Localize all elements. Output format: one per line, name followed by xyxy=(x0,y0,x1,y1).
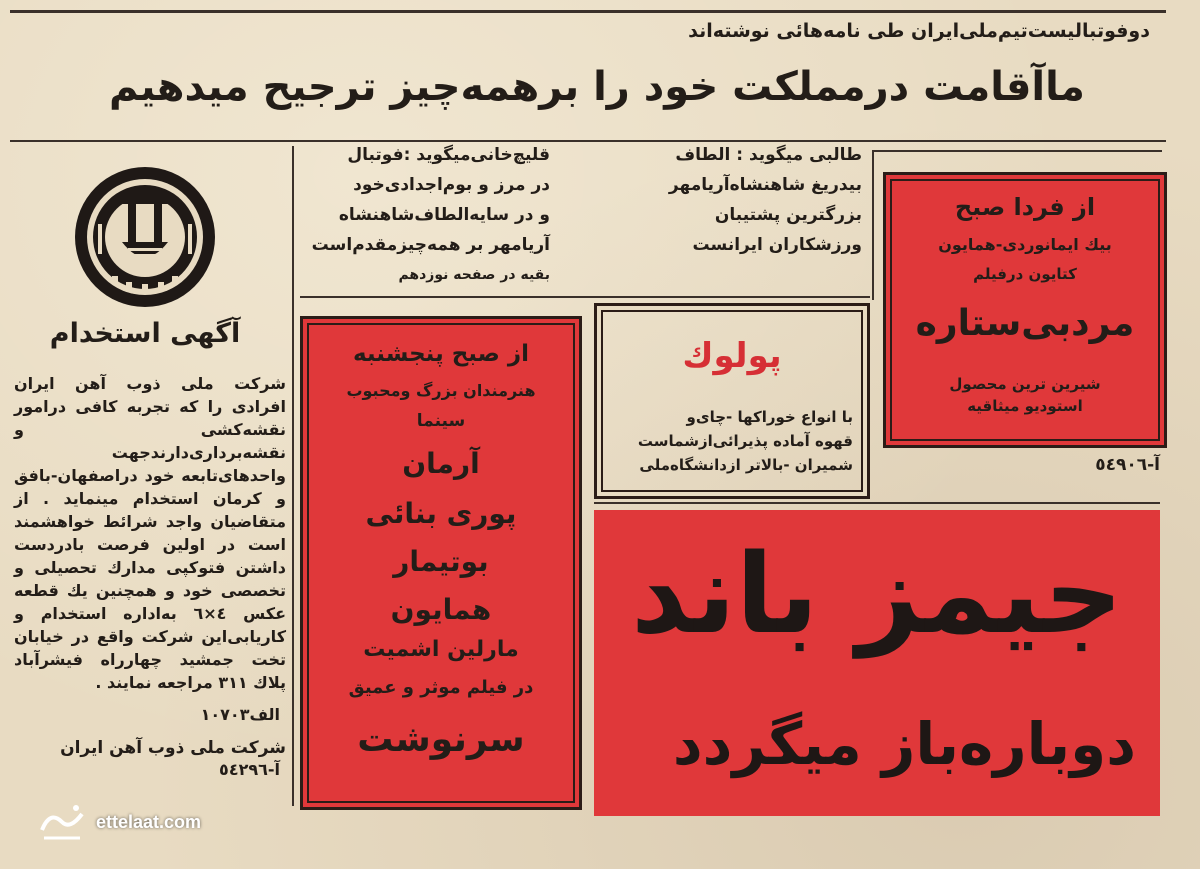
ad2-film-title: سرنوشت xyxy=(357,719,525,760)
bond-top-rule xyxy=(594,502,1160,504)
ettelaat-logo-icon xyxy=(36,800,90,844)
middle-rule xyxy=(300,296,870,298)
pollock-ad xyxy=(594,303,870,499)
pollock-line: با انواع خوراکها -چای‌و xyxy=(686,408,853,426)
employment-company: شرکت ملی ذوب آهن ایران xyxy=(60,738,286,758)
watermark-site: ettelaat.com xyxy=(96,812,202,832)
left-column-rule xyxy=(292,146,294,806)
main-headline: ماآقامت درمملکت خود را برهمه‌چیز ترجیح میدهیم xyxy=(109,64,1085,110)
headline-bottom-rule xyxy=(10,140,1166,142)
cinema-ad-star xyxy=(883,172,1167,448)
pollock-line: شمیران -بالاتر ازدانشگاه‌ملی xyxy=(639,456,853,474)
ad1-line: استودیو میثاقیه xyxy=(967,397,1083,415)
top-rule xyxy=(10,10,1166,13)
quote-left xyxy=(300,140,550,290)
ad2-line: سینما xyxy=(416,411,466,431)
employment-code: الف١٠٧٠٣ xyxy=(200,705,280,724)
cinema-ad-fate xyxy=(300,316,582,810)
ad1-line: کتایون درفیلم xyxy=(973,265,1077,283)
quote-left-line: آریامهر بر همه‌چیزمقدم‌است xyxy=(311,235,550,255)
ad2-line: در فیلم موثر و عمیق xyxy=(348,677,534,698)
watermark xyxy=(36,800,236,844)
ad2-line: بوتیمار xyxy=(393,545,489,578)
employment-title: آگهی استخدام xyxy=(49,318,241,349)
employment-body: شرکت ملی ذوب آهن ایران افرادی را که تجربه کافی درامور نقشه‌کشی و نقشه‌برداری‌دارندجهت واحدهای‌تابعه خود دراصفهان-بافق و کرمان استخدام مینماید . از متقاضیان واجد شرائط خواهشمند است در اولین فرصت بادردست داشتن فتوکپی مدارك تحصیلی و تخصصی خود و همچنین یك قطعه عکس ٤×٦ به‌اداره استخدام و کاریابی‌این شرکت واقع در خیابان تخت جمشید چهارراه فیشرآباد پلاك ٣١١ مراجعه نمایند . xyxy=(14,374,287,692)
james-bond-ad xyxy=(594,510,1160,816)
quote-right-line: ورزشکاران ایرانست xyxy=(692,235,862,255)
quote-left-line: قلیچ‌خانی‌میگوید :فوتبال xyxy=(347,145,550,165)
ad1-code: آ-٥٤٩٠٦ xyxy=(1095,455,1160,475)
pollock-title: پولوك xyxy=(682,336,782,376)
ad1-film-title: مردبی‌ستاره xyxy=(915,303,1135,344)
ad2-line: آرمان xyxy=(402,447,480,480)
bond-title: جیمز باند xyxy=(630,530,1124,658)
ad2-line: همایون xyxy=(390,593,492,626)
quote-left-line: بقیه در صفحه نوزدهم xyxy=(398,267,550,283)
ad1-line: بیك ایمانوردی-همایون xyxy=(938,235,1112,254)
quote-right-line: بزرگترین پشتیبان xyxy=(714,205,862,225)
ad2-line: پوری بنائی xyxy=(365,497,517,530)
pollock-line: قهوه آماده پذیرائی‌ازشماست xyxy=(637,432,853,450)
steel-company-emblem xyxy=(72,164,218,310)
bond-subtitle: دوباره‌باز میگردد xyxy=(672,710,1136,778)
right-frame-side xyxy=(872,150,874,300)
quote-right-line: طالبی میگوید : الطاف xyxy=(675,145,862,165)
ad2-line: هنرمندان بزرگ ومحبوب xyxy=(346,381,536,400)
quote-left-line: و در سایه‌الطاف‌شاهنشاه xyxy=(338,205,550,225)
quote-left-line: در مرز و بوم‌اجدادی‌خود xyxy=(353,175,550,195)
ad2-line: مارلین اشمیت xyxy=(363,637,519,662)
quote-right-line: بیدریغ شاهنشاه‌آریامهر xyxy=(668,175,862,195)
ad1-line: شیرین ترین محصول xyxy=(949,375,1101,393)
quote-right xyxy=(600,140,862,260)
ad1-line: از فردا صبح xyxy=(954,193,1096,221)
subheadline: دوفوتبالیست‌تیم‌ملی‌ایران طی نامه‌هائی نوشته‌اند xyxy=(688,20,1150,42)
right-frame-rule xyxy=(872,150,1162,152)
ad2-line: از صبح پنجشنبه xyxy=(352,341,530,367)
employment-code-2: آ-٥٤٢٩٦ xyxy=(219,760,280,779)
